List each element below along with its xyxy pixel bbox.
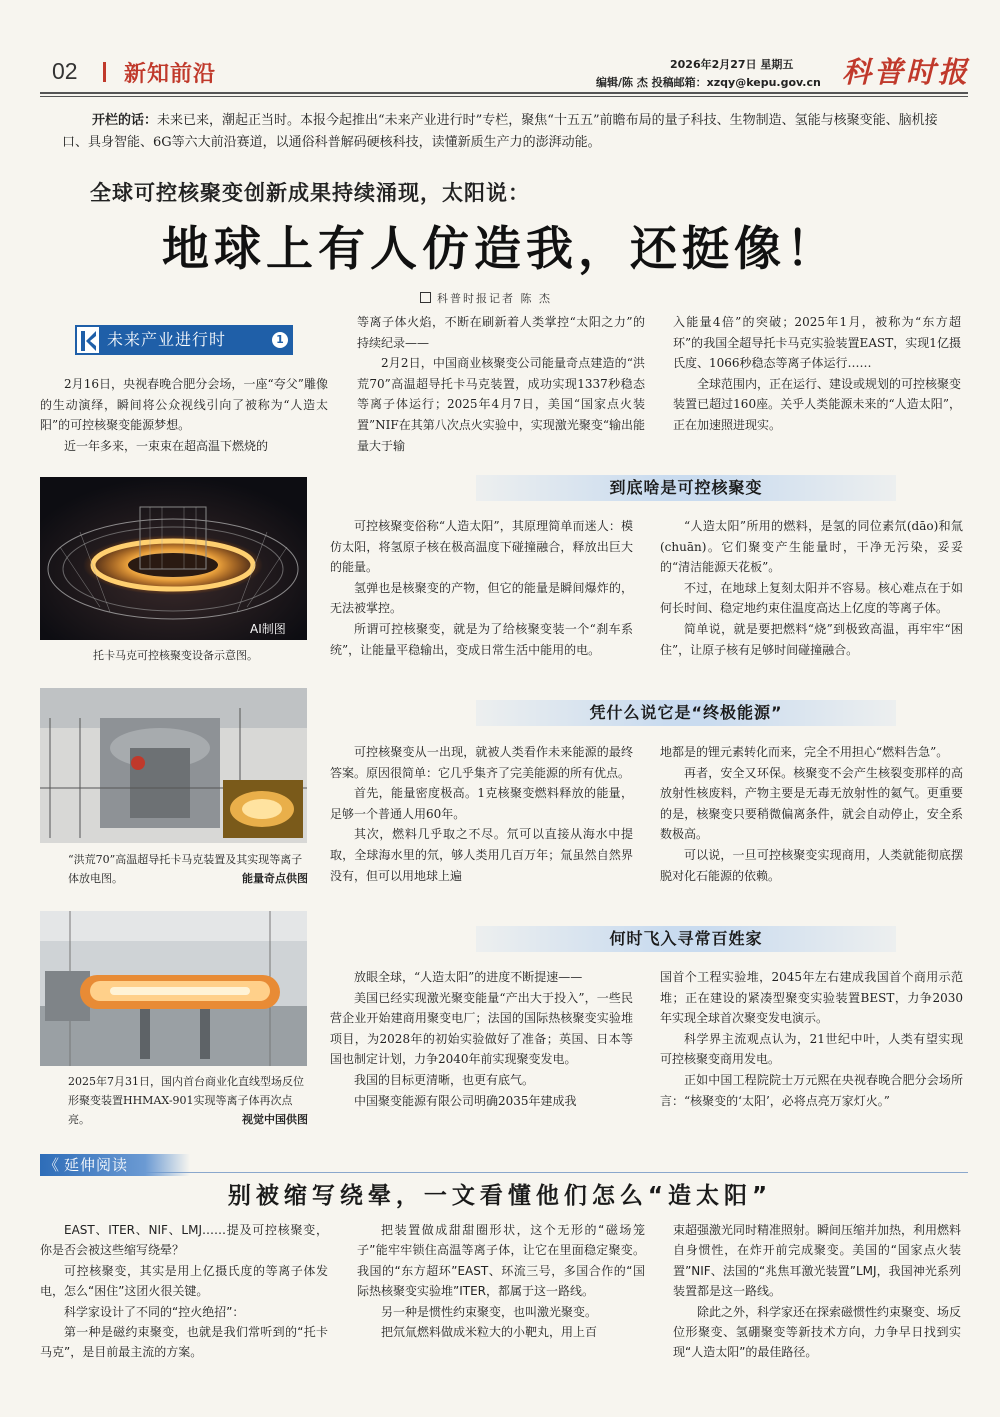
- paragraph: 第一种是磁约束聚变，也就是我们常听到的“托卡马克”，是目前最主流的方案。: [40, 1325, 328, 1360]
- paragraph: 其次，燃料几乎取之不尽。氘可以直接从海水中提取，全球海水里的氘，够人类用几百万年；氚虽然自然界没有，但可以用地球上遍: [330, 827, 633, 883]
- section-title-ultimate-energy: 凭什么说它是“终极能源”: [476, 700, 896, 726]
- paragraph: 国首个工程实验堆，2045年左右建成我国首个商用示范堆；正在建设的紧凑型聚变实验装置BEST，力争2030年实现全球首次聚变发电演示。: [660, 970, 963, 1026]
- paragraph: 简单说，就是要把燃料“烧”到极致高温，再牢牢“困住”，让原子核有足够时间碰撞融合。: [660, 621, 963, 657]
- paragraph: 科学家设计了不同的“控火绝招”：: [64, 1304, 245, 1319]
- paragraph: 除此之外，科学家还在探索磁惯性约束聚变、场反位形聚变、氢硼聚变等新技术方向，力争早日找到实现“人造太阳”的最佳路径。: [673, 1304, 962, 1360]
- paragraph: 美国已经实现激光聚变能量“产出大于投入”，一些民营企业开始建商用聚变电厂；法国的国际热核聚变实验堆项目，为2028年的初始实验做好了准备；英国、日本等国也制定计划，力争2040年前实现聚变发电。: [330, 990, 633, 1067]
- k-logo-icon: [75, 325, 101, 355]
- lead-column-1: [40, 374, 328, 456]
- extended-reading-title: 别被缩写绕晕，一文看懂他们怎么“造太阳”: [227, 1183, 773, 1209]
- section-1-column-left: [330, 516, 633, 660]
- column-intro: [62, 110, 942, 154]
- header-divider: [103, 62, 106, 82]
- paragraph: 近一年多来，一束束在超高温下燃烧的: [64, 438, 269, 453]
- column-badge-number: 1: [272, 332, 288, 348]
- section-3-column-left: [330, 967, 633, 1111]
- paragraph: “人造太阳”所用的燃料，是氢的同位素氘(dāo)和氚(chuān)。它们聚变产生能量时，干净无污染，妥妥的“清洁能源天花板”。: [660, 519, 963, 575]
- article-kicker: 全球可控核聚变创新成果持续涌现，太阳说：: [90, 180, 530, 205]
- lead-column-2: [357, 312, 645, 456]
- paragraph: 等离子体火焰，不断在刷新着人类掌控“太阳之力”的持续纪录——: [357, 315, 645, 350]
- extended-column-3: [673, 1220, 961, 1363]
- intro-label: 开栏的话：: [92, 113, 158, 128]
- paragraph: 正如中国工程院院士万元熙在央视春晚合肥分会场所言：“核聚变的‘太阳’，必将点亮万家灯火。”: [660, 1072, 963, 1108]
- extended-reading-tag: [40, 1154, 190, 1176]
- paragraph: 把氘氚燃料做成米粒大的小靶丸，用上百: [381, 1325, 598, 1340]
- linear-device-image: [40, 911, 307, 1066]
- extended-column-2: [357, 1220, 645, 1342]
- byline: [420, 290, 552, 306]
- header-rule-thin: [40, 96, 968, 97]
- issue-date: 2026年2月27日 星期五: [670, 58, 794, 71]
- column-badge-label: 未来产业进行时: [107, 330, 227, 349]
- editor-contact: 编辑/陈 杰 投稿邮箱：xzqy@kepu.gov.cn: [596, 76, 821, 89]
- paragraph: 2月2日，中国商业核聚变公司能量奇点建造的“洪荒70”高温超导托卡马克装置，成功实现1337秒稳态等离子体运行；2025年4月7日，美国“国家点火装置”NIF在其第八次点火实验中，实现激光聚变“输出能量大于输: [357, 356, 645, 453]
- photo-2-caption: [68, 850, 308, 888]
- paragraph: 2月16日，央视春晚合肥分会场，一座“夸父”雕像的生动演绎，瞬间将公众视线引向了被称为“人造太阳”的可控核聚变能源梦想。: [40, 377, 328, 433]
- column-badge: [75, 325, 293, 355]
- paragraph: 我国的目标更清晰，也更有底气。: [354, 1072, 535, 1087]
- photo-2-credit: 能量奇点供图: [242, 872, 308, 885]
- byline-text: 科普时报记者 陈 杰: [437, 292, 552, 305]
- extended-reading-label: 延伸阅读: [64, 1156, 129, 1174]
- section-2-column-left: [330, 742, 633, 886]
- paragraph: 氢弹也是核聚变的产物，但它的能量是瞬间爆炸的，无法被掌控。: [330, 580, 633, 616]
- facility-image: [40, 688, 307, 843]
- section-title-when-available: 何时飞入寻常百姓家: [476, 926, 896, 952]
- photo-3-caption: [68, 1072, 308, 1129]
- double-chevron-icon: 《: [44, 1156, 61, 1174]
- paragraph: 可控核聚变从一出现，就被人类看作未来能源的最终答案。原因很简单：它几乎集齐了完美能源的所有优点。: [330, 745, 633, 780]
- section-title-what-is-fusion: 到底啥是可控核聚变: [476, 475, 896, 501]
- paragraph: 中国聚变能源有限公司明确2035年建成我: [354, 1093, 577, 1108]
- lead-column-3: [673, 312, 961, 436]
- paragraph: 再者，安全又环保。核聚变不会产生核裂变那样的高放射性核废料，产物主要是无毒无放射性的氦气。更重要的是，核聚变只要稍微偏离条件，就会自动停止，安全系数极高。: [660, 765, 963, 842]
- paragraph: 放眼全球，“人造太阳”的进度不断提速——: [354, 970, 583, 984]
- article-headline: 地球上有人仿造我，还挺像！: [162, 222, 838, 277]
- section-1-column-right: [660, 516, 963, 660]
- paragraph: 科学界主流观点认为，21世纪中叶，人类有望实现可控核聚变商用发电。: [660, 1031, 963, 1067]
- photo-1-caption: 托卡马克可控核聚变设备示意图。: [93, 649, 258, 662]
- section-2-column-right: [660, 742, 963, 886]
- paragraph: 可以说，一旦可控核聚变实现商用，人类就能彻底摆脱对化石能源的依赖。: [660, 847, 963, 883]
- paragraph: 入能量4倍”的突破；2025年1月，被称为“东方超环”的我国全超导托卡马克实验装置EAST，实现1亿摄氏度、1066秒稳态等离子体运行……: [673, 315, 961, 371]
- paragraph: 全球范围内，正在运行、建设或规划的可控核聚变装置已超过160座。关乎人类能源未来的“人造太阳”，正在加速照进现实。: [673, 376, 962, 432]
- newspaper-logo: 科普时报: [842, 55, 971, 89]
- extended-column-1: [40, 1220, 328, 1363]
- tokamak-image: [40, 477, 307, 640]
- photo-2-caption-text: “洪荒70”高温超导托卡马克装置及其实现等离子体放电图。: [68, 853, 303, 885]
- paragraph: 可控核聚变俗称“人造太阳”，其原理简单而迷人：模仿太阳，将氢原子核在极高温度下碰撞融合，释放出巨大的能量。: [330, 519, 633, 575]
- paragraph: EAST、ITER、NIF、LMJ……提及可控核聚变，你是否会被这些缩写绕晕？: [40, 1223, 328, 1258]
- paragraph: 可控核聚变，其实是用上亿摄氏度的等离子体发电，怎么“困住”这团火很关键。: [40, 1263, 328, 1299]
- photo-1-credit: AI制图: [250, 622, 286, 636]
- paragraph: 不过，在地球上复刻太阳并不容易。核心难点在于如何长时间、稳定地约束住温度高达上亿度的等离子体。: [660, 580, 963, 616]
- paragraph: 地都是的锂元素转化而来，完全不用担心“燃料告急”。: [660, 745, 949, 759]
- paragraph: 首先，能量密度极高。1克核聚变燃料释放的能量，足够一个普通人用60年。: [330, 786, 633, 821]
- intro-text: 未来已来，潮起正当时。本报今起推出“未来产业进行时”专栏，聚焦“十五五”前瞻布局的量子科技、生物制造、氢能与核聚变能、脑机接口、具身智能、6G等六大前沿赛道，以通俗科普解码硬核科技，读懂新质生产力的澎湃动能。: [62, 113, 938, 150]
- page-number: 02: [52, 58, 78, 84]
- header-rule: [40, 92, 968, 94]
- photo-3-credit: 视觉中国供图: [242, 1113, 308, 1126]
- paragraph: 另一种是惯性约束聚变，也叫激光聚变。: [381, 1304, 598, 1319]
- section-3-column-right: [660, 967, 963, 1111]
- byline-box-icon: [420, 292, 431, 303]
- paragraph: 束超强激光同时精准照射。瞬间压缩并加热，利用燃料自身惯性，在炸开前完成聚变。美国的“国家点火装置”NIF、法国的“兆焦耳激光装置”LMJ，我国神光系列装置都是这一路线。: [673, 1223, 962, 1299]
- paragraph: 所谓可控核聚变，就是为了给核聚变装一个“刹车系统”，让能量平稳输出，变成日常生活中能用的电。: [330, 621, 633, 657]
- paragraph: 把装置做成甜甜圈形状，这个无形的“磁场笼子”能牢牢锁住高温等离子体，让它在里面稳定聚变。我国的“东方超环”EAST、环流三号，多国合作的“国际热核聚变实验堆”ITER，都属于这一路线。: [357, 1223, 645, 1299]
- section-name: 新知前沿: [124, 62, 217, 87]
- photo-3-caption-text: 2025年7月31日，国内首台商业化直线型场反位形聚变装置HHMAX-901实现等离子体再次点亮。: [68, 1075, 304, 1126]
